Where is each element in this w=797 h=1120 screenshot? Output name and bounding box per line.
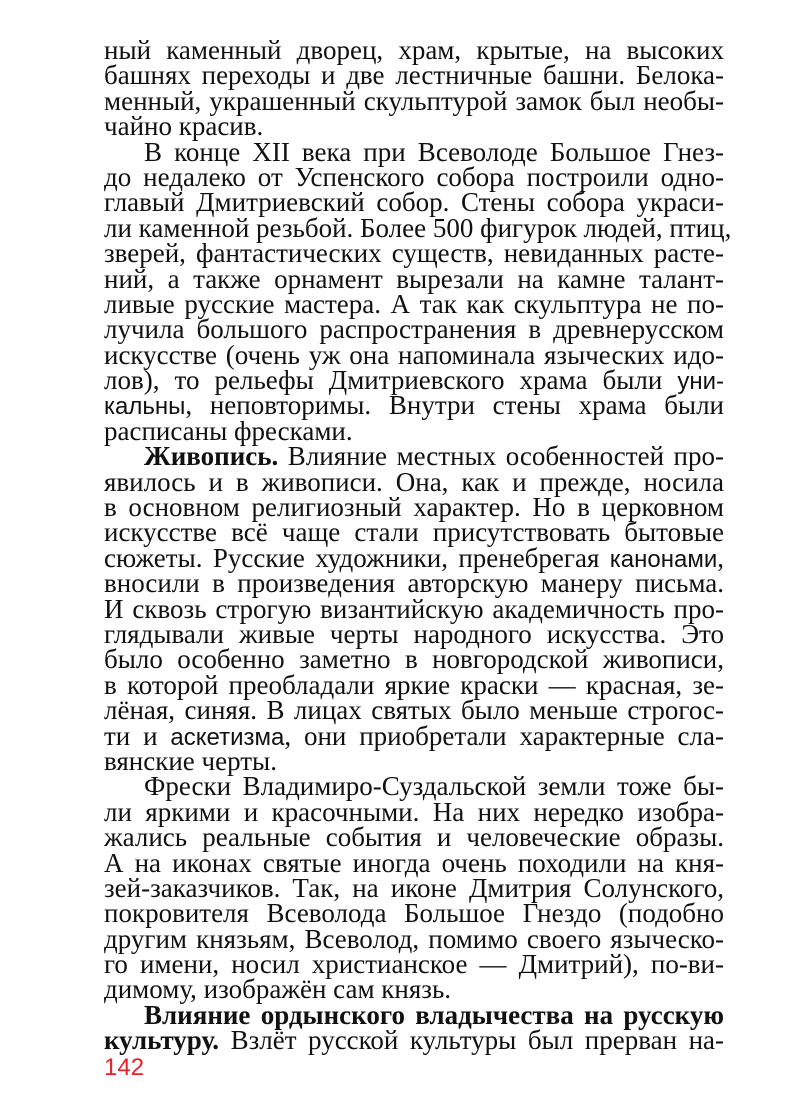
text-line: главый Дмитриевский собор. Стены собора украси- — [104, 187, 724, 218]
text-line: И сквозь строгую византийскую академичность про- — [104, 593, 724, 624]
glossary-term: уни- — [677, 368, 724, 396]
text-line: жались реальные события и человеческие образы. — [104, 822, 724, 853]
text-line: ли каменной резьбой. Более 500 фигурок людей, птиц, — [104, 212, 732, 243]
text-line: расписаны фресками. — [104, 415, 353, 446]
text-line: было особенно заметно в новгородской живописи, — [104, 644, 724, 675]
text-line: лучила большого распространения в древнерусском — [104, 314, 724, 345]
text-line: вянские черты. — [104, 745, 277, 776]
text-line: культуру. Взлёт русской культуры был прерван на- — [104, 1025, 724, 1056]
section-heading: Влияние ордынского владычества на русскую — [144, 999, 724, 1030]
text-line: го имени, носил христианское — Дмитрий), по-ви- — [104, 949, 724, 980]
text-line: другим князьям, Всеволод, помимо своего языческо- — [104, 923, 724, 954]
text-line: А на иконах святые иногда очень походили на кня- — [104, 847, 724, 878]
text-line: явилось и в живописи. Она, как и прежде, носила — [104, 466, 724, 497]
text-line: глядывали живые черты народного искусства. Это — [104, 618, 724, 649]
text-line: башнях переходы и две лестничные башни. Белока- — [104, 60, 724, 91]
text-line: лёная, синяя. В лицах святых было меньше строгос- — [104, 695, 724, 726]
text-line: в которой преобладали яркие краски — красная, зе- — [104, 669, 724, 700]
section-heading: Живопись. — [144, 441, 279, 472]
text-line: зверей, фантастических существ, невиданных расте- — [104, 238, 724, 269]
text-line: ти и аскетизма, они приобретали характерные сла- — [104, 720, 724, 751]
text-line: до недалеко от Успенского собора построили одно- — [104, 161, 724, 192]
text-line: искусстве всё чаще стали присутствовать бытовые — [104, 517, 724, 548]
text-line: кальны, неповторимы. Внутри стены храма были — [104, 390, 724, 421]
text-line: В конце XII века при Всеволоде Большое Гнез- — [144, 136, 724, 167]
text-line: Живопись. Влияние местных особенностей про- — [144, 441, 724, 472]
text-line: ливые русские мастера. А так как скульптура не по- — [104, 288, 724, 319]
text-line: Фрески Владимиро-Суздальской земли тоже бы- — [144, 771, 724, 802]
text-line: чайно красив. — [104, 111, 264, 142]
text-line: менный, украшенный скульптурой замок был необы- — [104, 85, 724, 116]
section-heading: культуру. — [104, 1025, 220, 1056]
page-text — [104, 35, 732, 1056]
text-line: в основном религиозный характер. Но в церковном — [104, 492, 724, 523]
text-line: вносили в произведения авторскую манеру письма. — [104, 568, 724, 599]
text-line: зей-заказчиков. Так, на иконе Дмитрия Солунского, — [104, 872, 724, 903]
text-line: искусстве (очень уж она напоминала языческих идо- — [104, 339, 724, 370]
page-number: 142 — [104, 1054, 145, 1081]
glossary-term: канонами — [609, 545, 718, 573]
glossary-term: кальны — [104, 393, 186, 421]
text-line: лов), то рельефы Дмитриевского храма были уни- — [104, 365, 724, 396]
text-line: димому, изображён сам князь. — [104, 974, 452, 1005]
text-line: покровителя Всеволода Большое Гнездо (подобно — [104, 898, 724, 929]
text-line: ли яркими и красочными. На них нередко изобра- — [104, 796, 724, 827]
glossary-term: аскетизма — [170, 723, 285, 751]
text-line: сюжеты. Русские художники, пренебрегая канонами, — [104, 542, 724, 573]
text-line: ный каменный дворец, храм, крытые, на высоких — [104, 35, 724, 65]
text-line: ний, а также орнамент вырезали на камне талант- — [104, 263, 724, 294]
